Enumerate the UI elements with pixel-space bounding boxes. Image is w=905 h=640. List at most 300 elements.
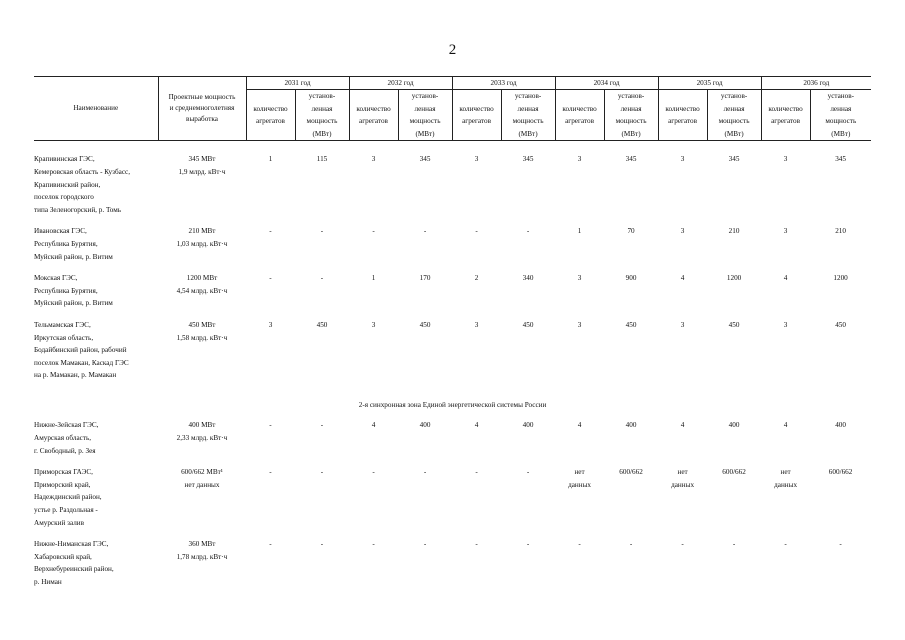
units-count-value xyxy=(658,153,707,225)
cell-line: Проектные мощность xyxy=(168,93,236,102)
cell-line: установ- xyxy=(514,92,542,100)
installed-power-value xyxy=(295,272,349,319)
cell-line: - xyxy=(526,468,530,477)
cell-line: агрегатов xyxy=(668,117,698,126)
installed-power-value xyxy=(604,153,658,225)
cell-line: ленная xyxy=(517,104,539,113)
header-year: 2031 год xyxy=(246,77,349,90)
cell-line: 4 xyxy=(577,421,582,430)
plant-capacity xyxy=(158,225,246,272)
cell-line: агрегатов xyxy=(256,117,285,126)
cell-line: (МВт) xyxy=(312,129,332,138)
cell-line: 4 xyxy=(783,274,788,283)
cell-line: - xyxy=(372,227,375,236)
hydro-plants-table xyxy=(34,76,871,598)
plant-name xyxy=(34,319,158,391)
page-number: 2 xyxy=(448,42,457,58)
installed-power-value xyxy=(604,419,658,466)
header-units-count xyxy=(761,90,810,141)
cell-line: - xyxy=(681,540,684,549)
cell-line: Иркутская область, xyxy=(34,333,94,342)
cell-line: - xyxy=(372,540,375,549)
installed-power-value xyxy=(295,225,349,272)
cell-line: 4 xyxy=(783,421,788,430)
cell-line: 340 xyxy=(522,274,534,283)
cell-line: ленная xyxy=(414,104,436,113)
cell-line: 115 xyxy=(316,155,328,164)
units-count-value xyxy=(349,153,398,225)
cell-line: 2,33 млрд. кВт·ч xyxy=(176,434,228,443)
cell-line: 400 xyxy=(419,421,431,430)
units-count-value xyxy=(246,466,295,538)
installed-power-value xyxy=(295,419,349,466)
plant-capacity xyxy=(158,272,246,319)
cell-line: установ- xyxy=(827,92,855,100)
units-count-value xyxy=(349,538,398,597)
cell-line: р. Ниман xyxy=(34,578,62,586)
cell-line: данных xyxy=(568,480,592,489)
cell-line: 4 xyxy=(474,421,479,430)
cell-line: и среднемноголетняя xyxy=(169,104,235,113)
cell-line: - xyxy=(526,540,530,549)
units-count-value xyxy=(349,419,398,466)
units-count-value xyxy=(658,225,707,272)
cell-line: 1 xyxy=(268,155,273,164)
installed-power-value xyxy=(810,538,871,597)
cell-line: (МВт) xyxy=(518,129,538,138)
cell-line: г. Свободный, р. Зея xyxy=(34,446,96,455)
cell-line: Бодайбинский район, рабочий xyxy=(34,346,127,355)
installed-power-value xyxy=(604,272,658,319)
installed-power-value xyxy=(295,319,349,391)
units-count-value xyxy=(555,153,604,225)
units-count-value xyxy=(555,319,604,391)
installed-power-value xyxy=(707,225,761,272)
installed-power-value xyxy=(810,225,871,272)
cell-line: 3 xyxy=(371,320,376,329)
units-count-value xyxy=(555,466,604,538)
cell-line: 345 xyxy=(625,155,637,164)
cell-line: 3 xyxy=(577,155,582,164)
units-count-value xyxy=(555,419,604,466)
units-count-value xyxy=(246,319,295,391)
cell-line: - xyxy=(578,540,581,549)
cell-line: Тельмамская ГЭС, xyxy=(34,320,91,329)
cell-line: 3 xyxy=(577,274,582,283)
cell-line: 900 xyxy=(625,274,637,283)
units-count-value xyxy=(452,225,501,272)
header-year: 2033 год xyxy=(452,77,555,90)
header-installed-power xyxy=(707,90,761,141)
units-count-value xyxy=(658,419,707,466)
installed-power-value xyxy=(707,319,761,391)
cell-line: Муйский район, р. Витим xyxy=(34,252,113,261)
cell-line: (МВт) xyxy=(724,129,744,138)
cell-line: (МВт) xyxy=(621,129,641,138)
cell-line: Республика Бурятия, xyxy=(34,286,98,295)
cell-line: ленная xyxy=(620,104,642,113)
cell-line: 4 xyxy=(680,421,685,430)
units-count-value xyxy=(761,419,810,466)
cell-line: Приморский край, xyxy=(34,480,91,489)
units-count-value xyxy=(246,272,295,319)
cell-line: агрегатов xyxy=(565,117,594,126)
installed-power-value xyxy=(501,319,555,391)
cell-line: Амурский залив xyxy=(34,518,85,527)
installed-power-value xyxy=(295,153,349,225)
cell-line: 450 xyxy=(835,320,846,329)
table-row xyxy=(34,272,871,319)
zone-title: 2-я синхронная зона Единой энергетической системы России xyxy=(358,400,547,409)
installed-power-value xyxy=(810,153,871,225)
cell-line: 400 xyxy=(625,421,637,430)
installed-power-value xyxy=(810,319,871,391)
cell-line: 450 xyxy=(522,320,534,329)
cell-line: ленная xyxy=(311,104,333,113)
cell-line: - xyxy=(320,227,324,236)
header-installed-power xyxy=(398,90,452,141)
cell-line: 450 xyxy=(625,320,637,329)
cell-line: данных xyxy=(671,480,695,489)
installed-power-value xyxy=(398,419,452,466)
cell-line: 600/662 xyxy=(619,468,643,477)
installed-power-value xyxy=(604,466,658,538)
installed-power-value xyxy=(707,419,761,466)
cell-line: 600/662 xyxy=(828,468,853,477)
cell-line: 345 xyxy=(835,155,846,164)
cell-line: количество xyxy=(356,104,391,113)
units-count-value xyxy=(349,272,398,319)
units-count-value xyxy=(555,272,604,319)
cell-line: Нижне-Ниманская ГЭС, xyxy=(34,540,109,549)
cell-line: 450 xyxy=(419,320,431,329)
cell-line: 450 МВт xyxy=(188,320,216,329)
installed-power-value xyxy=(501,538,555,597)
installed-power-value xyxy=(707,538,761,597)
header-year: 2034 год xyxy=(555,77,658,90)
cell-line: 600/662 МВт¹ xyxy=(181,468,223,477)
cell-line: количество xyxy=(768,104,803,113)
cell-line: 210 xyxy=(728,227,740,236)
header-units-count xyxy=(452,90,501,141)
cell-line: типа Зеленогорский, р. Томь xyxy=(34,205,122,214)
cell-line: 4,54 млрд. кВт·ч xyxy=(176,286,228,295)
units-count-value xyxy=(761,319,810,391)
cell-line: 400 xyxy=(728,421,740,430)
units-count-value xyxy=(761,272,810,319)
cell-line: 3 xyxy=(783,155,788,164)
cell-line: количество xyxy=(459,104,494,113)
table-row xyxy=(34,153,871,225)
cell-line: 3 xyxy=(783,227,788,236)
installed-power-value xyxy=(398,319,452,391)
plant-name xyxy=(34,272,158,319)
cell-line: установ- xyxy=(720,92,748,100)
installed-power-value xyxy=(604,225,658,272)
plant-name xyxy=(34,153,158,225)
header-units-count xyxy=(349,90,398,141)
plant-capacity xyxy=(158,319,246,391)
cell-line: 70 xyxy=(627,227,635,236)
cell-line: 3 xyxy=(680,155,685,164)
cell-line: 3 xyxy=(680,320,685,329)
table-row xyxy=(34,466,871,538)
cell-line: установ- xyxy=(308,92,336,100)
cell-line: - xyxy=(475,540,478,549)
cell-line: 345 xyxy=(728,155,740,164)
cell-line: - xyxy=(269,421,272,430)
cell-line: мощность xyxy=(615,117,647,126)
cell-line: Ивановская ГЭС, xyxy=(34,227,87,236)
cell-line: Республика Бурятия, xyxy=(34,239,98,248)
cell-line: 1,03 млрд. кВт·ч xyxy=(176,239,228,248)
cell-line: 1 xyxy=(577,227,582,236)
cell-line: 210 МВт xyxy=(188,227,216,236)
table-row xyxy=(34,319,871,391)
units-count-value xyxy=(246,419,295,466)
cell-line: 360 МВт xyxy=(188,540,216,549)
cell-line: 1,78 млрд. кВт·ч xyxy=(176,552,228,561)
units-count-value xyxy=(349,225,398,272)
units-count-value xyxy=(658,272,707,319)
installed-power-value xyxy=(501,153,555,225)
header-year: 2035 год xyxy=(658,77,761,90)
units-count-value xyxy=(452,538,501,597)
units-count-value xyxy=(761,538,810,597)
cell-line: 3 xyxy=(577,320,582,329)
cell-line: агрегатов xyxy=(771,117,801,126)
cell-line: 3 xyxy=(680,227,685,236)
cell-line: 345 xyxy=(419,155,431,164)
cell-line: - xyxy=(269,274,272,283)
cell-line: количество xyxy=(665,104,700,113)
cell-line: 1,9 млрд. кВт·ч xyxy=(178,167,226,176)
cell-line: Хабаровский край, xyxy=(34,552,92,561)
cell-line: 450 xyxy=(316,320,328,329)
cell-line: - xyxy=(423,227,427,236)
installed-power-value xyxy=(398,466,452,538)
header-year: 2032 год xyxy=(349,77,452,90)
header-units-count xyxy=(658,90,707,141)
plant-capacity xyxy=(158,153,246,225)
cell-line: - xyxy=(784,540,787,549)
cell-line: поселок городского xyxy=(34,193,94,202)
plant-name xyxy=(34,419,158,466)
header-year: 2036 год xyxy=(761,77,871,90)
cell-line: 1 xyxy=(371,274,376,283)
installed-power-value xyxy=(398,538,452,597)
cell-line: - xyxy=(839,540,842,549)
installed-power-value xyxy=(810,272,871,319)
cell-line: нет xyxy=(780,468,791,477)
cell-line: 1,58 млрд. кВт·ч xyxy=(176,333,228,342)
cell-line: - xyxy=(320,421,324,430)
cell-line: Верхнебуреинский район, xyxy=(34,565,114,574)
units-count-value xyxy=(452,319,501,391)
cell-line: 2 xyxy=(474,274,479,283)
cell-line: Мокская ГЭС, xyxy=(34,274,78,283)
table-row xyxy=(34,419,871,466)
cell-line: (МВт) xyxy=(415,129,435,138)
cell-line: 400 xyxy=(522,421,534,430)
cell-line: нет данных xyxy=(184,480,220,489)
header-installed-power xyxy=(501,90,555,141)
installed-power-value xyxy=(707,153,761,225)
cell-line: мощность xyxy=(718,117,750,126)
cell-line: 450 xyxy=(728,320,740,329)
cell-line: - xyxy=(320,540,324,549)
cell-line: Крапивинская ГЭС, xyxy=(34,155,95,164)
cell-line: мощность xyxy=(512,117,544,126)
table-row xyxy=(34,538,871,597)
cell-line: - xyxy=(629,540,633,549)
cell-line: количество xyxy=(562,104,597,113)
installed-power-value xyxy=(398,153,452,225)
header-units-count xyxy=(246,90,295,141)
header-installed-power xyxy=(604,90,658,141)
cell-line: - xyxy=(423,468,427,477)
cell-line: Амурская область, xyxy=(34,434,92,443)
installed-power-value xyxy=(398,272,452,319)
cell-line: агрегатов xyxy=(359,117,388,126)
cell-line: Крапивинский район, xyxy=(34,180,101,189)
cell-line: 170 xyxy=(419,274,431,283)
units-count-value xyxy=(349,319,398,391)
cell-line: - xyxy=(475,227,478,236)
cell-line: количество xyxy=(253,104,288,113)
installed-power-value xyxy=(295,466,349,538)
installed-power-value xyxy=(295,538,349,597)
cell-line: - xyxy=(320,274,324,283)
units-count-value xyxy=(452,419,501,466)
units-count-value xyxy=(658,466,707,538)
cell-line: Кемеровская область - Кузбасс, xyxy=(34,167,131,176)
units-count-value xyxy=(761,225,810,272)
cell-line: установ- xyxy=(617,92,645,100)
plant-name xyxy=(34,225,158,272)
installed-power-value xyxy=(707,466,761,538)
units-count-value xyxy=(349,466,398,538)
plant-capacity xyxy=(158,419,246,466)
units-count-value xyxy=(555,538,604,597)
cell-line: - xyxy=(526,227,530,236)
units-count-value xyxy=(246,225,295,272)
cell-line: Муйский район, р. Витим xyxy=(34,299,113,308)
cell-line: Приморская ГАЭС, xyxy=(34,468,93,477)
units-count-value xyxy=(246,538,295,597)
cell-line: - xyxy=(320,468,324,477)
cell-line: 4 xyxy=(371,421,376,430)
cell-line: мощность xyxy=(409,117,441,126)
cell-line: - xyxy=(732,540,736,549)
installed-power-value xyxy=(501,466,555,538)
plant-capacity xyxy=(158,538,246,597)
units-count-value xyxy=(761,153,810,225)
cell-line: - xyxy=(372,468,375,477)
cell-line: на р. Мамакан, р. Мамакан xyxy=(34,371,117,380)
cell-line: мощность xyxy=(306,117,338,126)
cell-line: ленная xyxy=(723,104,745,113)
cell-line: (МВт) xyxy=(831,129,851,138)
units-count-value xyxy=(761,466,810,538)
cell-line: 345 МВт xyxy=(188,155,216,164)
cell-line: 4 xyxy=(680,274,685,283)
units-count-value xyxy=(452,466,501,538)
installed-power-value xyxy=(707,272,761,319)
units-count-value xyxy=(555,225,604,272)
cell-line: данных xyxy=(774,480,798,489)
installed-power-value xyxy=(810,466,871,538)
cell-line: 600/662 xyxy=(722,468,746,477)
cell-line: ленная xyxy=(830,104,852,113)
installed-power-value xyxy=(398,225,452,272)
zone-row xyxy=(34,391,871,420)
cell-line: 3 xyxy=(371,155,376,164)
installed-power-value xyxy=(604,319,658,391)
cell-line: 3 xyxy=(783,320,788,329)
units-count-value xyxy=(452,272,501,319)
spacer-row xyxy=(34,141,871,154)
installed-power-value xyxy=(501,272,555,319)
cell-line: 1200 xyxy=(726,274,742,283)
cell-line: - xyxy=(269,227,272,236)
units-count-value xyxy=(658,319,707,391)
spacer-cell xyxy=(34,141,871,154)
header-years-row xyxy=(34,77,871,90)
cell-line: 400 МВт xyxy=(188,421,216,430)
cell-line: мощность xyxy=(825,117,857,126)
units-count-value xyxy=(246,153,295,225)
cell-line: устье р. Раздольная - xyxy=(34,506,98,515)
cell-line: 345 xyxy=(522,155,534,164)
cell-line: 3 xyxy=(474,155,479,164)
plant-name xyxy=(34,466,158,538)
units-count-value xyxy=(452,153,501,225)
cell-line: выработка xyxy=(186,115,218,124)
cell-line: 3 xyxy=(268,320,273,329)
cell-line: Нижне-Зейская ГЭС, xyxy=(34,421,99,430)
cell-line: установ- xyxy=(411,92,439,100)
cell-line: агрегатов xyxy=(462,117,491,126)
cell-line: - xyxy=(475,468,478,477)
cell-line: 1200 МВт xyxy=(186,274,218,283)
header-capacity xyxy=(158,77,246,141)
header-name: Наименование xyxy=(34,77,158,141)
cell-line: поселок Мамакан, Каскад ГЭС xyxy=(34,358,129,367)
installed-power-value xyxy=(501,419,555,466)
cell-line: 3 xyxy=(474,320,479,329)
cell-line: нет xyxy=(677,468,688,477)
table-row xyxy=(34,225,871,272)
cell-line: - xyxy=(269,468,272,477)
header-installed-power xyxy=(810,90,871,141)
cell-line: 210 xyxy=(835,227,846,236)
cell-line: Надеждинский район, xyxy=(34,493,102,502)
units-count-value xyxy=(658,538,707,597)
cell-line: - xyxy=(423,540,427,549)
installed-power-value xyxy=(810,419,871,466)
header-units-count xyxy=(555,90,604,141)
cell-line: нет xyxy=(574,468,585,477)
cell-line: - xyxy=(269,540,272,549)
cell-line: 1200 xyxy=(833,274,848,283)
cell-line: 400 xyxy=(835,421,846,430)
plant-name xyxy=(34,538,158,597)
installed-power-value xyxy=(501,225,555,272)
header-installed-power xyxy=(295,90,349,141)
installed-power-value xyxy=(604,538,658,597)
plant-capacity xyxy=(158,466,246,538)
